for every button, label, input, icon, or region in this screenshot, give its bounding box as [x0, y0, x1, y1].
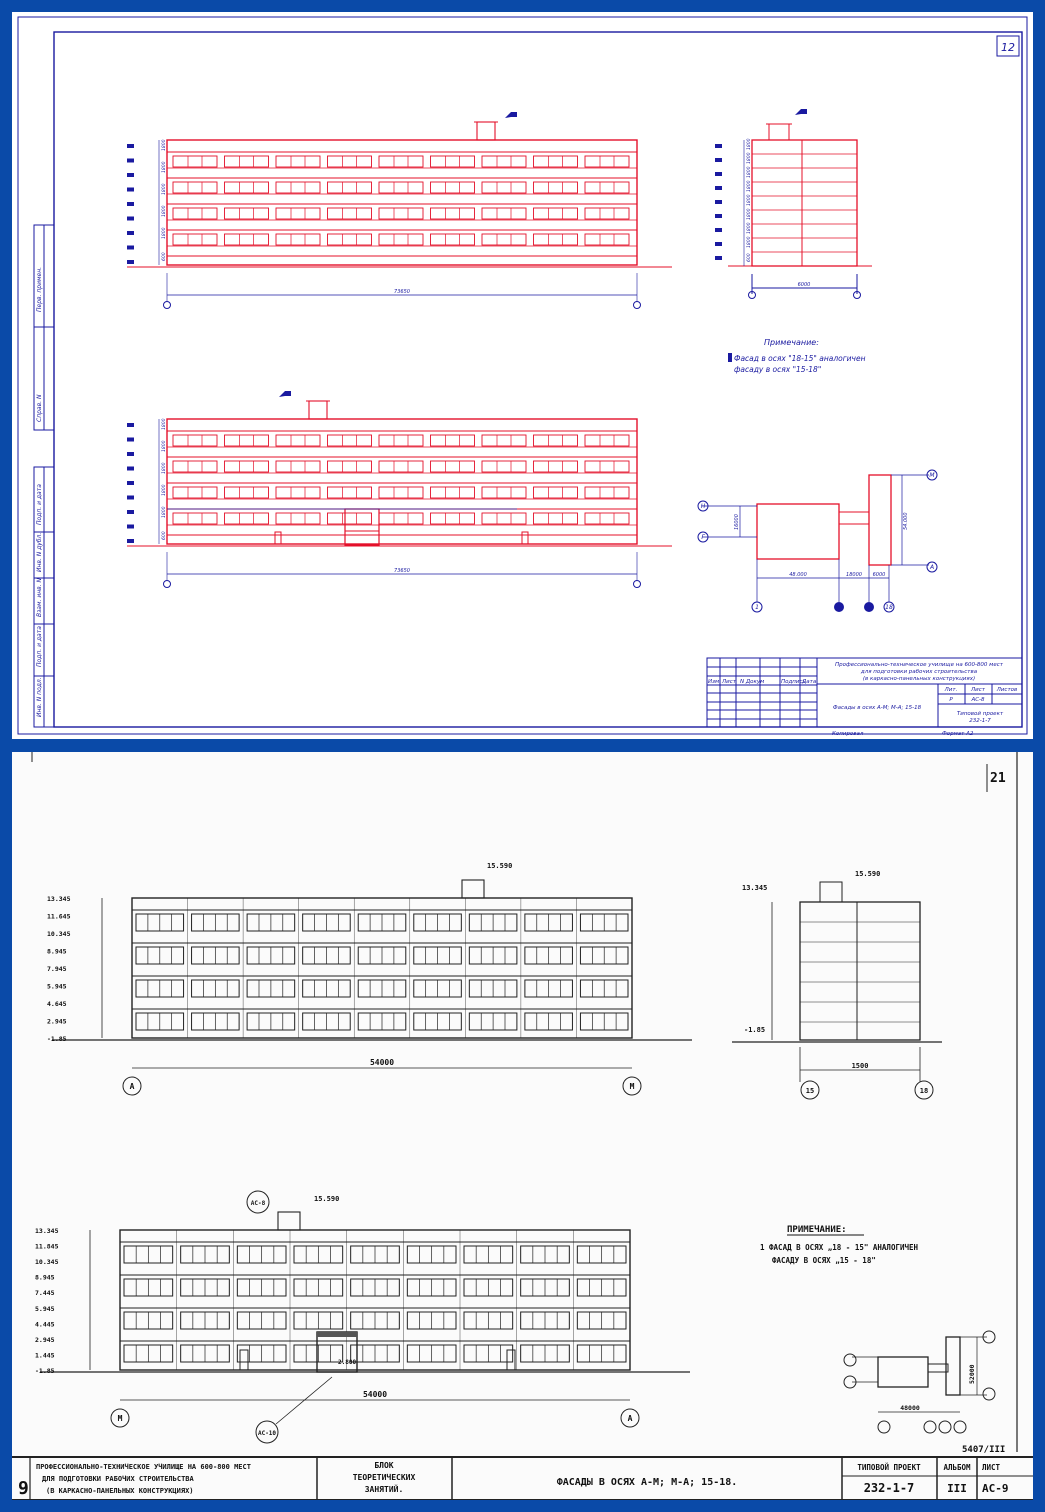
window	[225, 182, 269, 193]
window	[328, 435, 372, 446]
axis-bubble	[164, 581, 171, 588]
level-marker	[715, 200, 722, 204]
level-label: 2.945	[35, 1335, 55, 1344]
window	[328, 513, 372, 524]
plan-dim-bottom-right: 6000	[872, 572, 886, 578]
scan-tb-project-label: ТИПОВОЙ ПРОЕКТ	[857, 1463, 921, 1472]
entrance-portal	[345, 509, 379, 545]
stamp-vzam-inv: Взам. инв. N	[36, 578, 43, 617]
side-floor-dim: 1800	[747, 236, 752, 248]
plan-axis-1: 1	[755, 604, 759, 611]
level-label: 10.345	[35, 1258, 59, 1267]
window	[328, 208, 372, 219]
plan-axis-18: 18	[885, 604, 893, 611]
window	[173, 234, 217, 245]
level-marker	[127, 525, 134, 529]
cad-tb-list-label: Лист	[971, 687, 985, 693]
level-label: 4.445	[35, 1320, 55, 1329]
level-marker	[127, 496, 134, 500]
cad-tb-col-list: Лист	[722, 679, 736, 685]
window	[328, 156, 372, 167]
window	[225, 208, 269, 219]
scan-side-length-dim: 1500	[851, 1062, 869, 1070]
side-floor-dim: 1800	[747, 138, 752, 150]
scan-doc-no: 5407/III	[962, 1445, 1006, 1455]
level-label: 10.345	[47, 930, 71, 938]
scan-tb-org-line1: ПРОФЕССИОНАЛЬНО-ТЕХНИЧЕСКОЕ УЧИЛИЩЕ НА 600-800 МЕСТ	[36, 1463, 251, 1471]
cad-side-length-dim: 6000	[797, 282, 811, 288]
axis-bubble	[634, 581, 641, 588]
cad-drawing-svg	[12, 12, 1033, 739]
scanned-drawing-panel	[12, 752, 1033, 1500]
cad-tb-sheet-title: Фасады в осях А-М; М-А; 15-18	[832, 705, 922, 711]
cad-tb-copied: Копировал	[832, 731, 864, 737]
cad-tb-lit-value: Р	[949, 697, 953, 703]
level-marker	[127, 173, 134, 177]
plan-axis-n: Н	[700, 503, 706, 510]
window	[585, 234, 629, 245]
scan-side-axis-right: 18	[919, 1087, 929, 1095]
level-marker	[715, 228, 722, 232]
level-flag	[505, 112, 517, 118]
level-marker	[127, 438, 134, 442]
level-marker	[127, 539, 134, 543]
floor-dim: 1800	[162, 462, 167, 474]
window	[482, 487, 526, 498]
level-marker	[127, 423, 134, 427]
scan-side-top-elev: 15.590	[855, 870, 881, 878]
window	[431, 208, 475, 219]
window	[379, 461, 423, 472]
level-marker	[127, 510, 134, 514]
window	[276, 513, 320, 524]
window	[585, 156, 629, 167]
window	[225, 487, 269, 498]
level-marker	[127, 159, 134, 163]
window	[173, 208, 217, 219]
window	[276, 461, 320, 472]
top-elev-label: 15.590	[487, 862, 513, 870]
level-marker	[127, 481, 134, 485]
entrance-canopy	[317, 1332, 357, 1337]
level-label: 2.945	[47, 1017, 67, 1026]
window	[225, 461, 269, 472]
axis-label-left: А	[129, 1082, 135, 1091]
roof-vent	[462, 880, 484, 898]
scan-tb-org-line2: ДЛЯ ПОДГОТОВКИ РАБОЧИХ СТРОИТЕЛЬСТВА	[42, 1475, 194, 1483]
side-floor-dim: 1800	[747, 194, 752, 206]
cad-front-facade	[127, 112, 672, 309]
floor-dim: 1800	[162, 183, 167, 195]
axis-bubble	[634, 302, 641, 309]
window	[173, 461, 217, 472]
cad-tb-col-doc: N Докум	[740, 679, 765, 685]
window	[482, 182, 526, 193]
floor-dim: 1800	[162, 418, 167, 430]
axis-label-left: М	[117, 1414, 123, 1423]
scan-tb-org-line3: (В КАРКАСНО-ПАНЕЛЬНЫХ КОНСТРУКЦИЯХ)	[46, 1487, 194, 1495]
window	[534, 461, 578, 472]
scan-note-line1: 1 ФАСАД В ОСЯХ „18 - 15" АНАЛОГИЧЕН	[760, 1243, 919, 1252]
scan-sheet-number: 21	[990, 771, 1006, 786]
plan-dim-left: 16000	[734, 514, 740, 530]
level-label: 4.645	[47, 1000, 67, 1008]
window	[534, 156, 578, 167]
level-label: 11.645	[47, 912, 71, 921]
side-floor-dim: 1800	[747, 222, 752, 234]
window	[585, 461, 629, 472]
stamp-inv-dubl: Инв. N дубл.	[36, 532, 43, 572]
cad-side-facade	[715, 109, 872, 299]
scan-tb-list-no: АС-9	[982, 1482, 1009, 1495]
roof-vent	[278, 1212, 300, 1230]
cad-tb-col-izm: Изм	[708, 679, 720, 685]
plan-axis-m: М	[929, 472, 935, 479]
cad-tb-format: Формат А2	[942, 731, 974, 737]
window	[276, 182, 320, 193]
window	[379, 234, 423, 245]
facade-length-dim: 54000	[362, 1390, 388, 1399]
facade-length-dim: 73650	[394, 568, 410, 574]
door	[240, 1350, 248, 1370]
door	[522, 532, 528, 544]
door	[275, 532, 281, 544]
level-label: -1.85	[47, 1035, 67, 1043]
scan-tb-sheet-title: ФАСАДЫ В ОСЯХ А-М; М-А; 15-18.	[556, 1477, 738, 1488]
level-marker	[127, 467, 134, 471]
window	[173, 156, 217, 167]
facade-length-dim: 73650	[394, 289, 410, 295]
window	[276, 435, 320, 446]
level-marker	[127, 188, 134, 192]
level-label: 13.345	[47, 895, 71, 903]
window	[379, 513, 423, 524]
window	[328, 461, 372, 472]
scan-tb-corner: 9	[18, 1478, 29, 1499]
scan-front-facade	[47, 862, 692, 1095]
window	[482, 208, 526, 219]
stamp-sprav: Справ. N	[36, 394, 43, 422]
window	[379, 435, 423, 446]
level-marker	[715, 158, 722, 162]
window	[173, 487, 217, 498]
side-floor-dim: 1800	[747, 208, 752, 220]
side-floor-dim: 1800	[747, 166, 752, 178]
scan-side-level-bottom: -1.85	[744, 1026, 766, 1034]
axis-label-right: А	[627, 1414, 633, 1423]
scan-plan-dim-h: 52000	[968, 1364, 976, 1384]
window	[379, 182, 423, 193]
window	[379, 208, 423, 219]
floor-dim: 600	[162, 252, 167, 261]
side-floor-dim: 1800	[747, 180, 752, 192]
stamp-podp-data-2: Подп. и дата	[36, 484, 43, 525]
scan-tb-block-line3: ЗАНЯТИЙ.	[364, 1485, 404, 1494]
scan-rear-facade	[35, 1191, 690, 1443]
window	[431, 156, 475, 167]
level-marker	[127, 260, 134, 264]
cad-rear-facade	[127, 391, 672, 588]
window	[585, 487, 629, 498]
floor-dim: 1800	[162, 139, 167, 151]
level-label: -1.85	[35, 1367, 55, 1375]
window	[225, 234, 269, 245]
cad-tb-org-line3: (в каркасно-панельных конструкциях)	[862, 676, 976, 682]
axis-label-right: М	[629, 1082, 635, 1091]
level-label: 8.945	[35, 1273, 55, 1282]
level-marker	[715, 256, 722, 260]
window	[431, 234, 475, 245]
floor-dim: 1800	[162, 205, 167, 217]
callout-leader	[276, 1377, 332, 1424]
cad-key-plan	[698, 470, 937, 612]
scanned-drawing-svg	[12, 752, 1033, 1500]
scan-plan-dim-bottom: 48000	[900, 1404, 920, 1412]
level-label: 7.445	[35, 1289, 55, 1298]
scan-side-axis-left: 15	[805, 1087, 815, 1095]
roof-vent	[477, 122, 495, 140]
level-marker	[715, 144, 722, 148]
level-marker	[715, 214, 722, 218]
window	[482, 461, 526, 472]
roof-vent	[309, 401, 327, 419]
window	[431, 487, 475, 498]
scan-note-title: ПРИМЕЧАНИЕ:	[787, 1225, 847, 1235]
cad-tb-org-line1: Профессионально-техническое училище на 600-800 мест	[835, 662, 1003, 668]
scan-side-level-top: 13.345	[742, 884, 768, 892]
cad-tb-org-line2: для подготовки рабочих строительства	[860, 669, 978, 675]
side-floor-dim: 600	[747, 253, 752, 262]
level-marker	[127, 246, 134, 250]
axis-bubble	[164, 302, 171, 309]
floor-dim: 1800	[162, 440, 167, 452]
window	[534, 182, 578, 193]
floor-dim: 1800	[162, 484, 167, 496]
level-marker	[127, 217, 134, 221]
window	[225, 156, 269, 167]
window	[482, 234, 526, 245]
level-flag	[279, 391, 291, 397]
cad-tb-project: Типовой проект	[956, 711, 1004, 717]
level-marker	[715, 186, 722, 190]
cad-inner-frame	[54, 32, 1022, 727]
plan-dim-bottom-mid: 18000	[846, 572, 862, 578]
cad-note-line2: фасаду в осях "15-18"	[734, 365, 822, 374]
window	[482, 435, 526, 446]
level-marker	[127, 202, 134, 206]
scan-tb-album-no: III	[947, 1482, 967, 1495]
window	[431, 461, 475, 472]
window	[173, 435, 217, 446]
callout-top: АС-8	[250, 1200, 266, 1207]
plan-axis-a: А	[929, 564, 935, 571]
floor-dim: 1800	[162, 227, 167, 239]
stamp-podp-data-1: Подп. и дата	[36, 626, 43, 667]
cad-note-line1: Фасад в осях "18-15" аналогичен	[734, 354, 866, 363]
window	[585, 435, 629, 446]
scan-tb-list-label: ЛИСТ	[982, 1463, 1001, 1472]
scan-tb-project-no: 232-1-7	[863, 1481, 915, 1495]
cad-note-title: Примечание:	[764, 338, 819, 347]
scan-tb-block-line2: ТЕОРЕТИЧЕСКИХ	[352, 1473, 416, 1482]
scan-note-line2: ФАСАДУ В ОСЯХ „15 - 18"	[772, 1256, 876, 1265]
cad-tb-list-value: АС-8	[971, 697, 985, 703]
cad-tb-project-no: 232-1-7	[969, 718, 991, 724]
window	[482, 513, 526, 524]
floor-dim: 1800	[162, 506, 167, 518]
stamp-perv-primen: Перв. примен.	[36, 266, 43, 312]
window	[379, 156, 423, 167]
porch-level: 2.800	[338, 1359, 357, 1366]
level-label: 5.945	[47, 982, 67, 991]
window	[534, 435, 578, 446]
level-label: 11.845	[35, 1242, 59, 1251]
window	[328, 487, 372, 498]
window	[585, 182, 629, 193]
window	[534, 234, 578, 245]
window	[225, 435, 269, 446]
window	[379, 487, 423, 498]
side-floor-dim: 1800	[747, 152, 752, 164]
scan-side-facade	[732, 882, 942, 1099]
cad-sheet-number: 12	[1001, 41, 1015, 54]
plan-dim-right: 54.000	[903, 512, 909, 530]
window	[482, 156, 526, 167]
window	[276, 208, 320, 219]
window	[225, 513, 269, 524]
scan-tb-block-line1: БЛОК	[374, 1461, 394, 1470]
window	[431, 182, 475, 193]
window	[276, 487, 320, 498]
plan-axis-g: Г	[701, 534, 705, 541]
facade-length-dim: 54000	[369, 1058, 395, 1067]
window	[534, 208, 578, 219]
callout-bottom: АС-10	[257, 1430, 277, 1437]
window	[534, 487, 578, 498]
level-label: 13.345	[35, 1227, 59, 1235]
cad-tb-lit-label: Лит.	[944, 687, 958, 693]
level-label: 7.945	[47, 965, 67, 973]
cad-drawing-panel	[12, 12, 1033, 739]
level-marker	[715, 172, 722, 176]
stamp-inv-podl: Инв. N подл.	[36, 677, 43, 717]
window	[173, 513, 217, 524]
window	[534, 513, 578, 524]
window	[173, 182, 217, 193]
level-marker	[127, 231, 134, 235]
scan-tb-album-label: АЛЬБОМ	[943, 1463, 971, 1472]
window	[431, 513, 475, 524]
plan-dim-bottom-left: 48.000	[789, 572, 807, 578]
level-label: 8.945	[47, 947, 67, 956]
level-label: 5.945	[35, 1304, 55, 1313]
cad-tb-lists-label: Листов	[996, 687, 1018, 693]
top-elev-label: 15.590	[314, 1195, 340, 1203]
level-marker	[127, 452, 134, 456]
window	[276, 156, 320, 167]
floor-dim: 600	[162, 531, 167, 540]
window	[585, 513, 629, 524]
window	[276, 234, 320, 245]
cad-tb-col-sign: Подпись	[781, 679, 806, 685]
window	[585, 208, 629, 219]
window	[328, 182, 372, 193]
cad-tb-col-date: Дата	[802, 679, 817, 685]
floor-dim: 1800	[162, 161, 167, 173]
level-label: 1.445	[35, 1351, 55, 1360]
door	[507, 1350, 515, 1370]
window	[431, 435, 475, 446]
level-marker	[127, 144, 134, 148]
window	[328, 234, 372, 245]
level-marker	[715, 242, 722, 246]
